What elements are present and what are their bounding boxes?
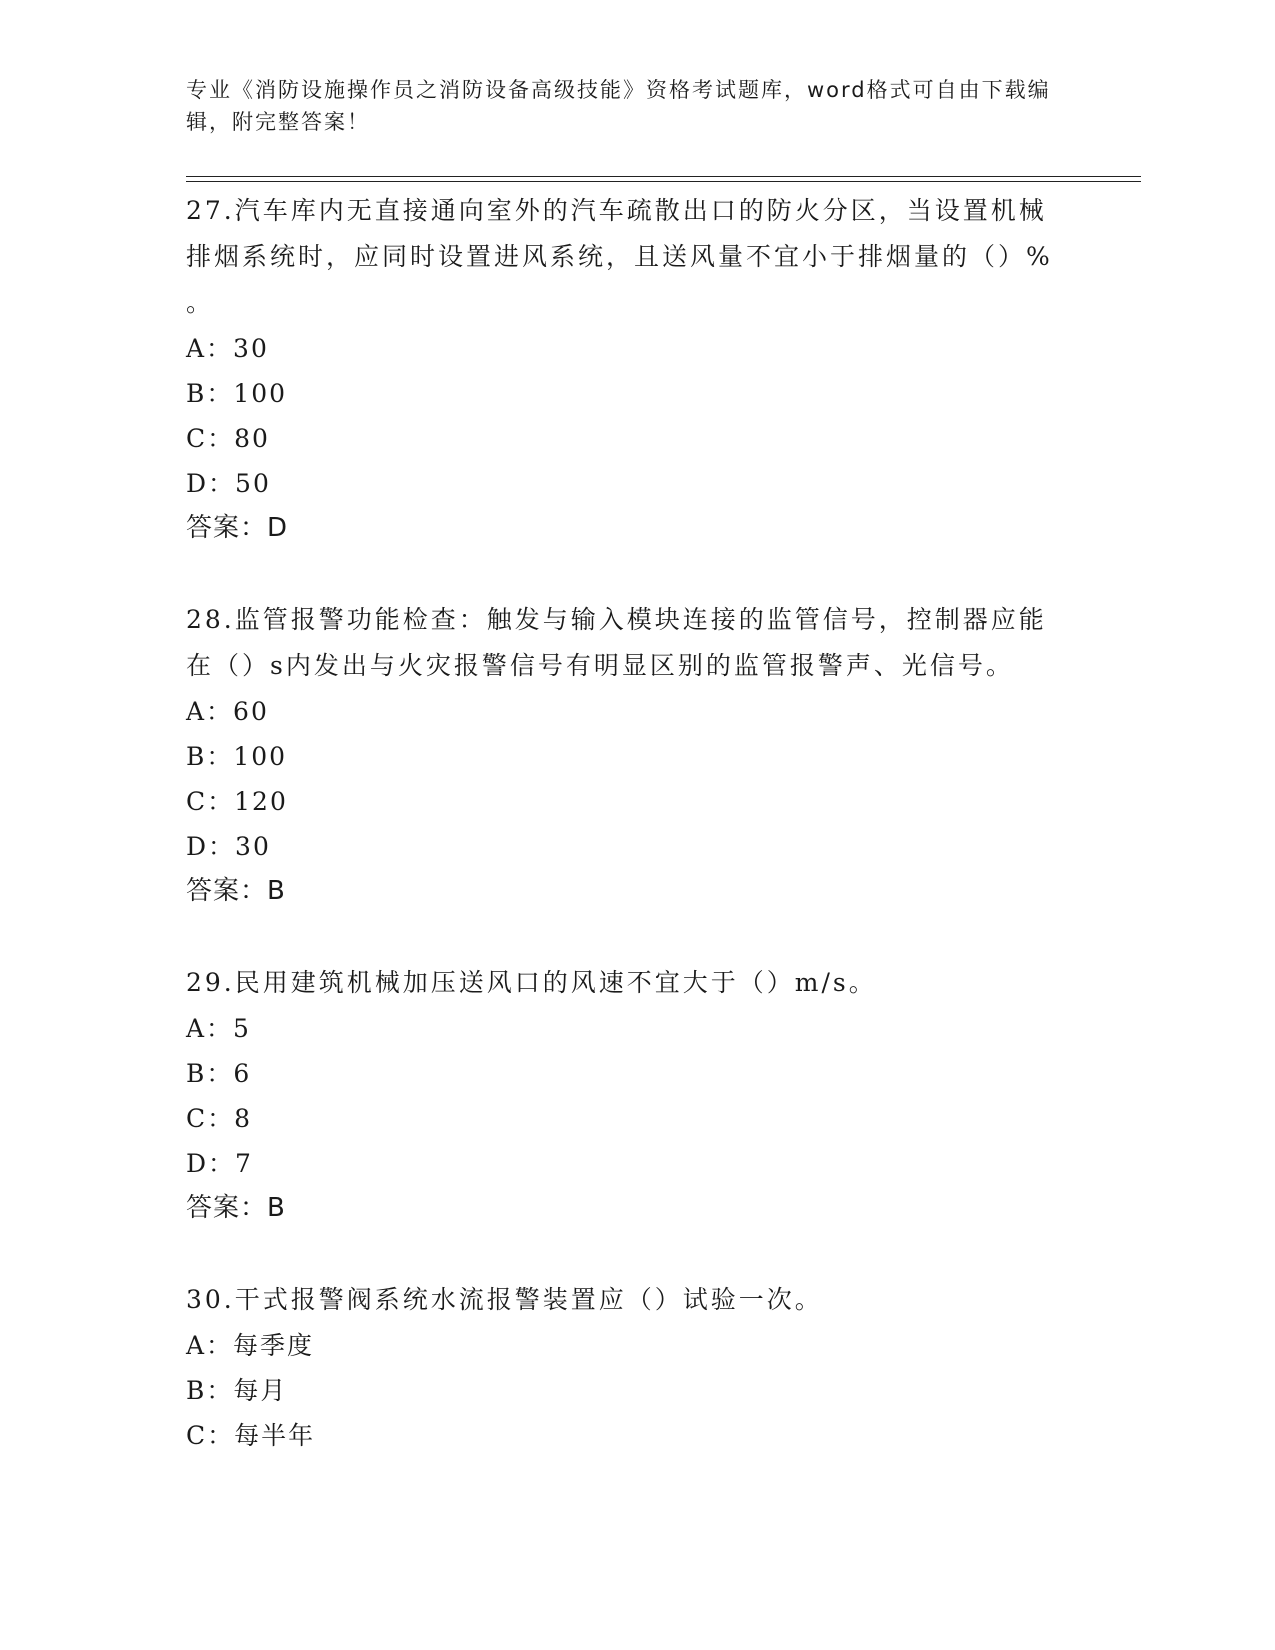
option-c: C：80: [186, 424, 270, 453]
spacer: [186, 1231, 1086, 1277]
question-text: 27.汽车库内无直接通向室外的汽车疏散出口的防火分区，当设置机械排烟系统时，应同时设置进风系统，且送风量不宜小于排烟量的（）%: [186, 196, 1053, 271]
option-c: C：每半年: [186, 1421, 316, 1450]
question-text: 30.干式报警阀系统水流报警装置应（）试验一次。: [186, 1285, 823, 1314]
question-list: [186, 188, 1086, 1458]
question-27: [186, 188, 1086, 551]
question-30: [186, 1277, 1086, 1458]
question-text-tail: 。: [186, 288, 215, 317]
option-a: A：60: [186, 697, 269, 726]
answer: 答案：D: [186, 513, 289, 543]
question-text: 28.监管报警功能检查：触发与输入模块连接的监管信号，控制器应能在（）s内发出与火灾报警信号有明显区别的监管报警声、光信号。: [186, 605, 1047, 680]
question-29: [186, 960, 1086, 1231]
question-28: [186, 597, 1086, 914]
document-header: 专业《消防设施操作员之消防设备高级技能》资格考试题库，word格式可自由下载编辑，附完整答案！: [186, 78, 1051, 134]
question-text: 29.民用建筑机械加压送风口的风速不宜大于（）m/s。: [186, 968, 877, 997]
option-d: D：30: [186, 832, 271, 861]
header-divider-bottom: [186, 181, 1141, 182]
spacer: [186, 551, 1086, 597]
option-b: B：6: [186, 1059, 252, 1088]
answer: 答案：B: [186, 1193, 286, 1223]
spacer: [186, 914, 1086, 960]
option-a: A：每季度: [186, 1331, 315, 1360]
option-a: A：5: [186, 1014, 251, 1043]
header-divider-top: [186, 176, 1141, 177]
option-c: C：120: [186, 787, 288, 816]
answer: 答案：B: [186, 876, 286, 906]
option-b: B：100: [186, 379, 288, 408]
option-d: D：7: [186, 1149, 253, 1178]
option-b: B：100: [186, 742, 288, 771]
option-b: B：每月: [186, 1376, 288, 1405]
option-d: D：50: [186, 469, 271, 498]
option-c: C：8: [186, 1104, 253, 1133]
option-a: A：30: [186, 334, 269, 363]
